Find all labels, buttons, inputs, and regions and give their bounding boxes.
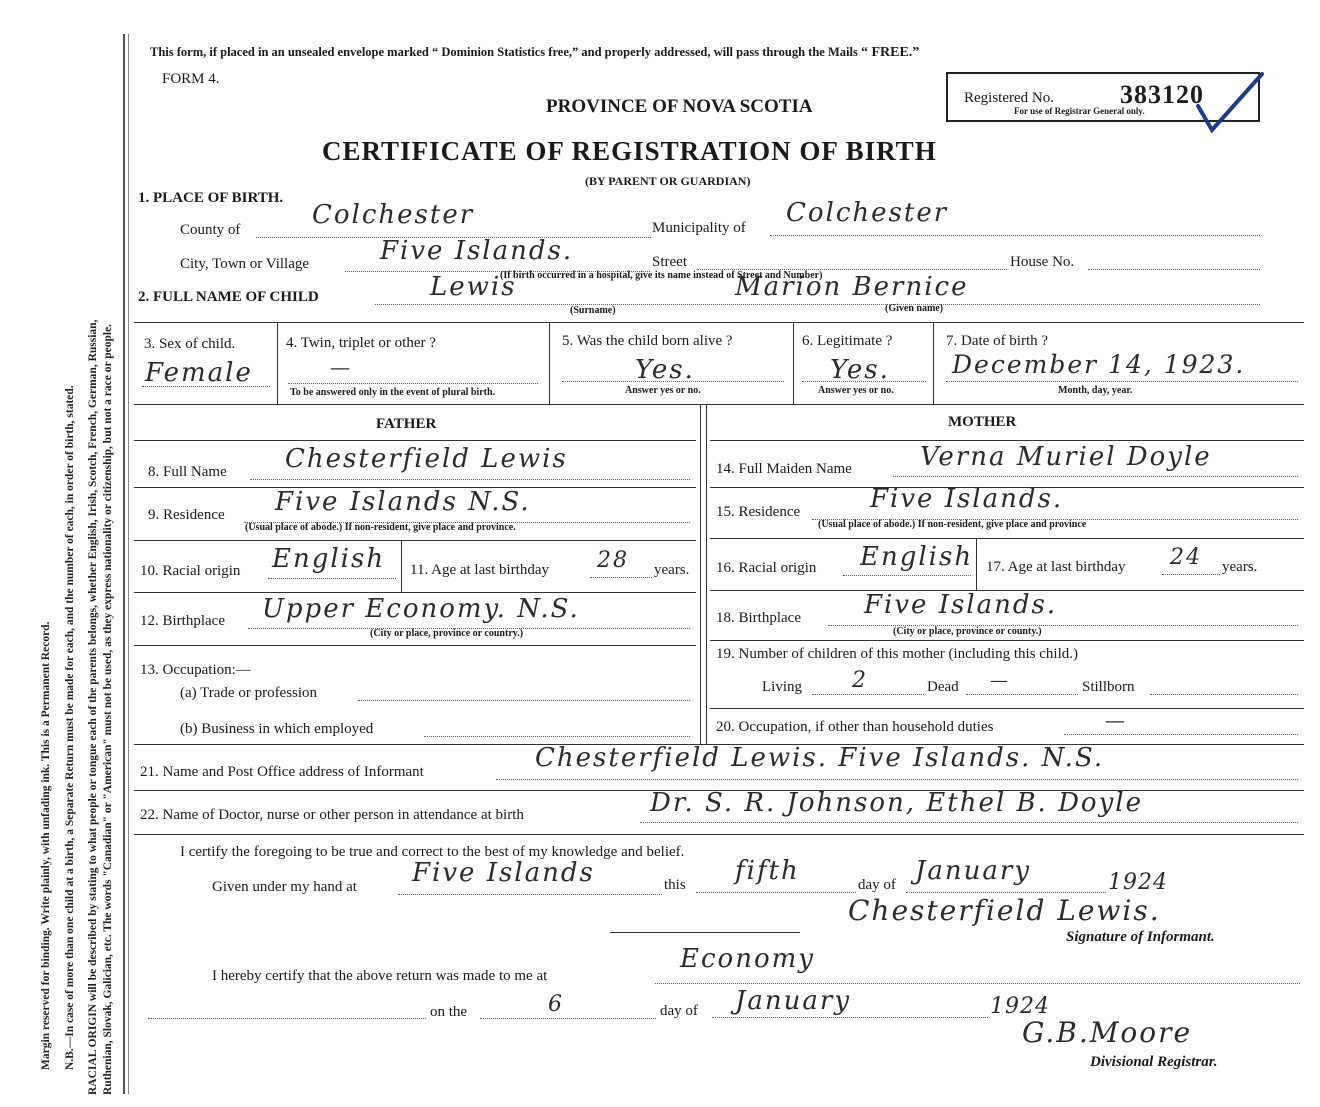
legitimate-value: Yes. [830, 355, 890, 385]
twin-label: 4. Twin, triplet or other ? [286, 335, 436, 351]
given-month-value: January [915, 856, 1032, 886]
father-age-label: 11. Age at last birthday [410, 562, 549, 578]
mother-years-label: years. [1222, 559, 1258, 575]
father-racial-value: English [272, 544, 386, 574]
father-city-note: (City or place, province or country.) [370, 628, 524, 639]
mother-racial-value: English [860, 542, 974, 572]
given-name-note: (Given name) [885, 303, 944, 314]
given-at-value: Five Islands [412, 858, 595, 888]
surname-note: (Surname) [570, 305, 616, 316]
on-day-value: 6 [548, 992, 563, 1017]
given-year-value: 1924 [1108, 870, 1168, 895]
father-heading: FATHER [376, 416, 437, 432]
municipality-label: Municipality of [652, 220, 746, 236]
mother-racial-label: 16. Racial origin [716, 560, 817, 576]
certify-statement: I certify the foregoing to be true and correct to the best of my knowledge and belief. [180, 844, 685, 860]
father-name-label: 8. Full Name [148, 464, 227, 480]
father-name-value: Chesterfield Lewis [285, 444, 568, 474]
trade-label: (a) Trade or profession [180, 685, 318, 701]
living-value: 2 [852, 668, 868, 693]
informant-label: 21. Name and Post Office address of Informant [140, 764, 424, 780]
mother-heading: MOTHER [948, 414, 1017, 430]
house-no-label: House No. [1010, 254, 1075, 270]
day-of-label: day of [858, 877, 896, 893]
street-label: Street [652, 254, 687, 270]
province-heading: PROVINCE OF NOVA SCOTIA [546, 96, 813, 117]
twin-note: To be answered only in the event of plural birth. [290, 387, 496, 398]
mother-birthplace-label: 18. Birthplace [716, 610, 801, 626]
date-of-birth-label: 7. Date of birth ? [946, 333, 1049, 349]
mother-residence-label: 15. Residence [716, 504, 801, 520]
father-birthplace-value: Upper Economy. N.S. [262, 594, 580, 624]
father-abode-note: (Usual place of abode.) If non-resident, give place and province. [245, 522, 516, 533]
registrar-note: For use of Registrar General only. [1014, 106, 1145, 116]
sex-label: 3. Sex of child. [144, 336, 236, 352]
day-of-2-label: day of [660, 1003, 698, 1019]
city-value: Five Islands. [380, 236, 574, 266]
given-day-value: fifth [735, 856, 800, 886]
stillborn-label: Stillborn [1082, 679, 1135, 695]
mother-name-label: 14. Full Maiden Name [716, 461, 852, 477]
certificate-title: CERTIFICATE OF REGISTRATION OF BIRTH [322, 136, 937, 166]
form-number: FORM 4. [162, 71, 220, 87]
margin-note-multiple-births: N.B.—In case of more than one child at a birth, a Separate Return must be made for each, and the number of each, in order of birth, stated. [64, 385, 76, 1070]
binding-margin-rule [123, 34, 125, 1094]
margin-note-binding: Margin reserved for binding. Write plainly, with unfading ink. This is a Permanent Record. [40, 621, 52, 1070]
born-alive-value: Yes. [635, 355, 695, 385]
municipality-value: Colchester [786, 198, 949, 228]
place-of-birth-heading: 1. PLACE OF BIRTH. [138, 190, 284, 206]
father-years-label: years. [654, 562, 690, 578]
this-label: this [664, 877, 686, 893]
divisional-registrar-label: Divisional Registrar. [1090, 1054, 1218, 1070]
binding-margin-rule-inner [128, 34, 129, 1094]
mother-age-label: 17. Age at last birthday [986, 559, 1126, 575]
doctor-value: Dr. S. R. Johnson, Ethel B. Doyle [650, 788, 1143, 818]
business-label: (b) Business in which employed [180, 721, 374, 737]
on-month-value: January [735, 986, 852, 1016]
dead-label: Dead [927, 679, 959, 695]
legitimate-note: Answer yes or no. [818, 385, 894, 396]
mother-name-value: Verna Muriel Doyle [920, 442, 1212, 472]
date-of-birth-value: December 14, 1923. [952, 350, 1246, 379]
date-note: Month, day, year. [1058, 385, 1133, 396]
mother-age-value: 24 [1170, 545, 1202, 570]
registrar-signature: G.B.Moore [1022, 1016, 1193, 1049]
doctor-label: 22. Name of Doctor, nurse or other person in attendance at birth [140, 807, 524, 823]
margin-note-racial-origin: RACIAL ORIGIN will be described by stating to what people or tongue each of the parents belongs, whether English, Irish, Scotch, French, German, Russian, [87, 319, 99, 1095]
twin-value: — [330, 355, 352, 379]
on-the-label: on the [430, 1004, 468, 1020]
county-label: County of [180, 222, 241, 238]
legitimate-label: 6. Legitimate ? [802, 333, 893, 349]
on-year-value: 1924 [990, 994, 1050, 1019]
dead-value: — [990, 670, 1010, 691]
child-name-label: 2. FULL NAME OF CHILD [138, 289, 319, 305]
city-label: City, Town or Village [180, 256, 310, 272]
registered-number: 383120 [1120, 80, 1204, 109]
county-value: Colchester [312, 200, 475, 230]
mother-birthplace-value: Five Islands. [864, 590, 1058, 620]
born-alive-note: Answer yes or no. [625, 385, 701, 396]
mother-residence-value: Five Islands. [870, 484, 1064, 514]
mail-notice: This form, if placed in an unsealed envelope marked “ Dominion Statistics free,” and properly addressed, will pass through the Mails “ FREE.” [150, 45, 920, 60]
children-count-label: 19. Number of children of this mother (including this child.) [716, 646, 1079, 662]
signature-informant-label: Signature of Informant. [1066, 929, 1215, 945]
sex-value: Female [145, 358, 253, 388]
mother-occupation-value: — [1105, 708, 1127, 732]
registered-label: Registered No. [964, 90, 1054, 106]
father-residence-label: 9. Residence [148, 507, 225, 523]
mother-city-note: (City or place, province or county.) [893, 626, 1042, 637]
hospital-note: (If birth occurred in a hospital, give its name instead of Street and Number) [500, 270, 823, 281]
father-age-value: 28 [597, 548, 629, 573]
given-under-label: Given under my hand at [212, 879, 357, 895]
certificate-subtitle: (BY PARENT OR GUARDIAN) [585, 174, 751, 188]
mother-abode-note: (Usual place of abode.) If non-resident, give place and province [818, 519, 1087, 530]
child-surname-value: Lewis [430, 272, 517, 302]
mother-occupation-label: 20. Occupation, if other than household duties [716, 719, 994, 735]
father-birthplace-label: 12. Birthplace [140, 613, 225, 629]
occupation-label: 13. Occupation:— [140, 662, 251, 678]
child-given-name-value: Marion Bernice [735, 272, 969, 302]
margin-note-nationality: Ruthenian, Slovak, Galician, etc. The words "Canadian" or "American" must not be used, as they express nationality or citizenship, but not a race or people. [102, 323, 114, 1095]
hereby-certify-label: I hereby certify that the above return was made to me at [212, 968, 548, 984]
informant-value: Chesterfield Lewis. Five Islands. N.S. [535, 743, 1105, 773]
made-at-value: Economy [680, 944, 815, 974]
check-mark-icon [1190, 68, 1270, 138]
living-label: Living [762, 679, 802, 695]
father-residence-value: Five Islands N.S. [275, 487, 531, 517]
father-racial-label: 10. Racial origin [140, 563, 241, 579]
informant-signature: Chesterfield Lewis. [848, 894, 1161, 927]
born-alive-label: 5. Was the child born alive ? [562, 333, 733, 349]
